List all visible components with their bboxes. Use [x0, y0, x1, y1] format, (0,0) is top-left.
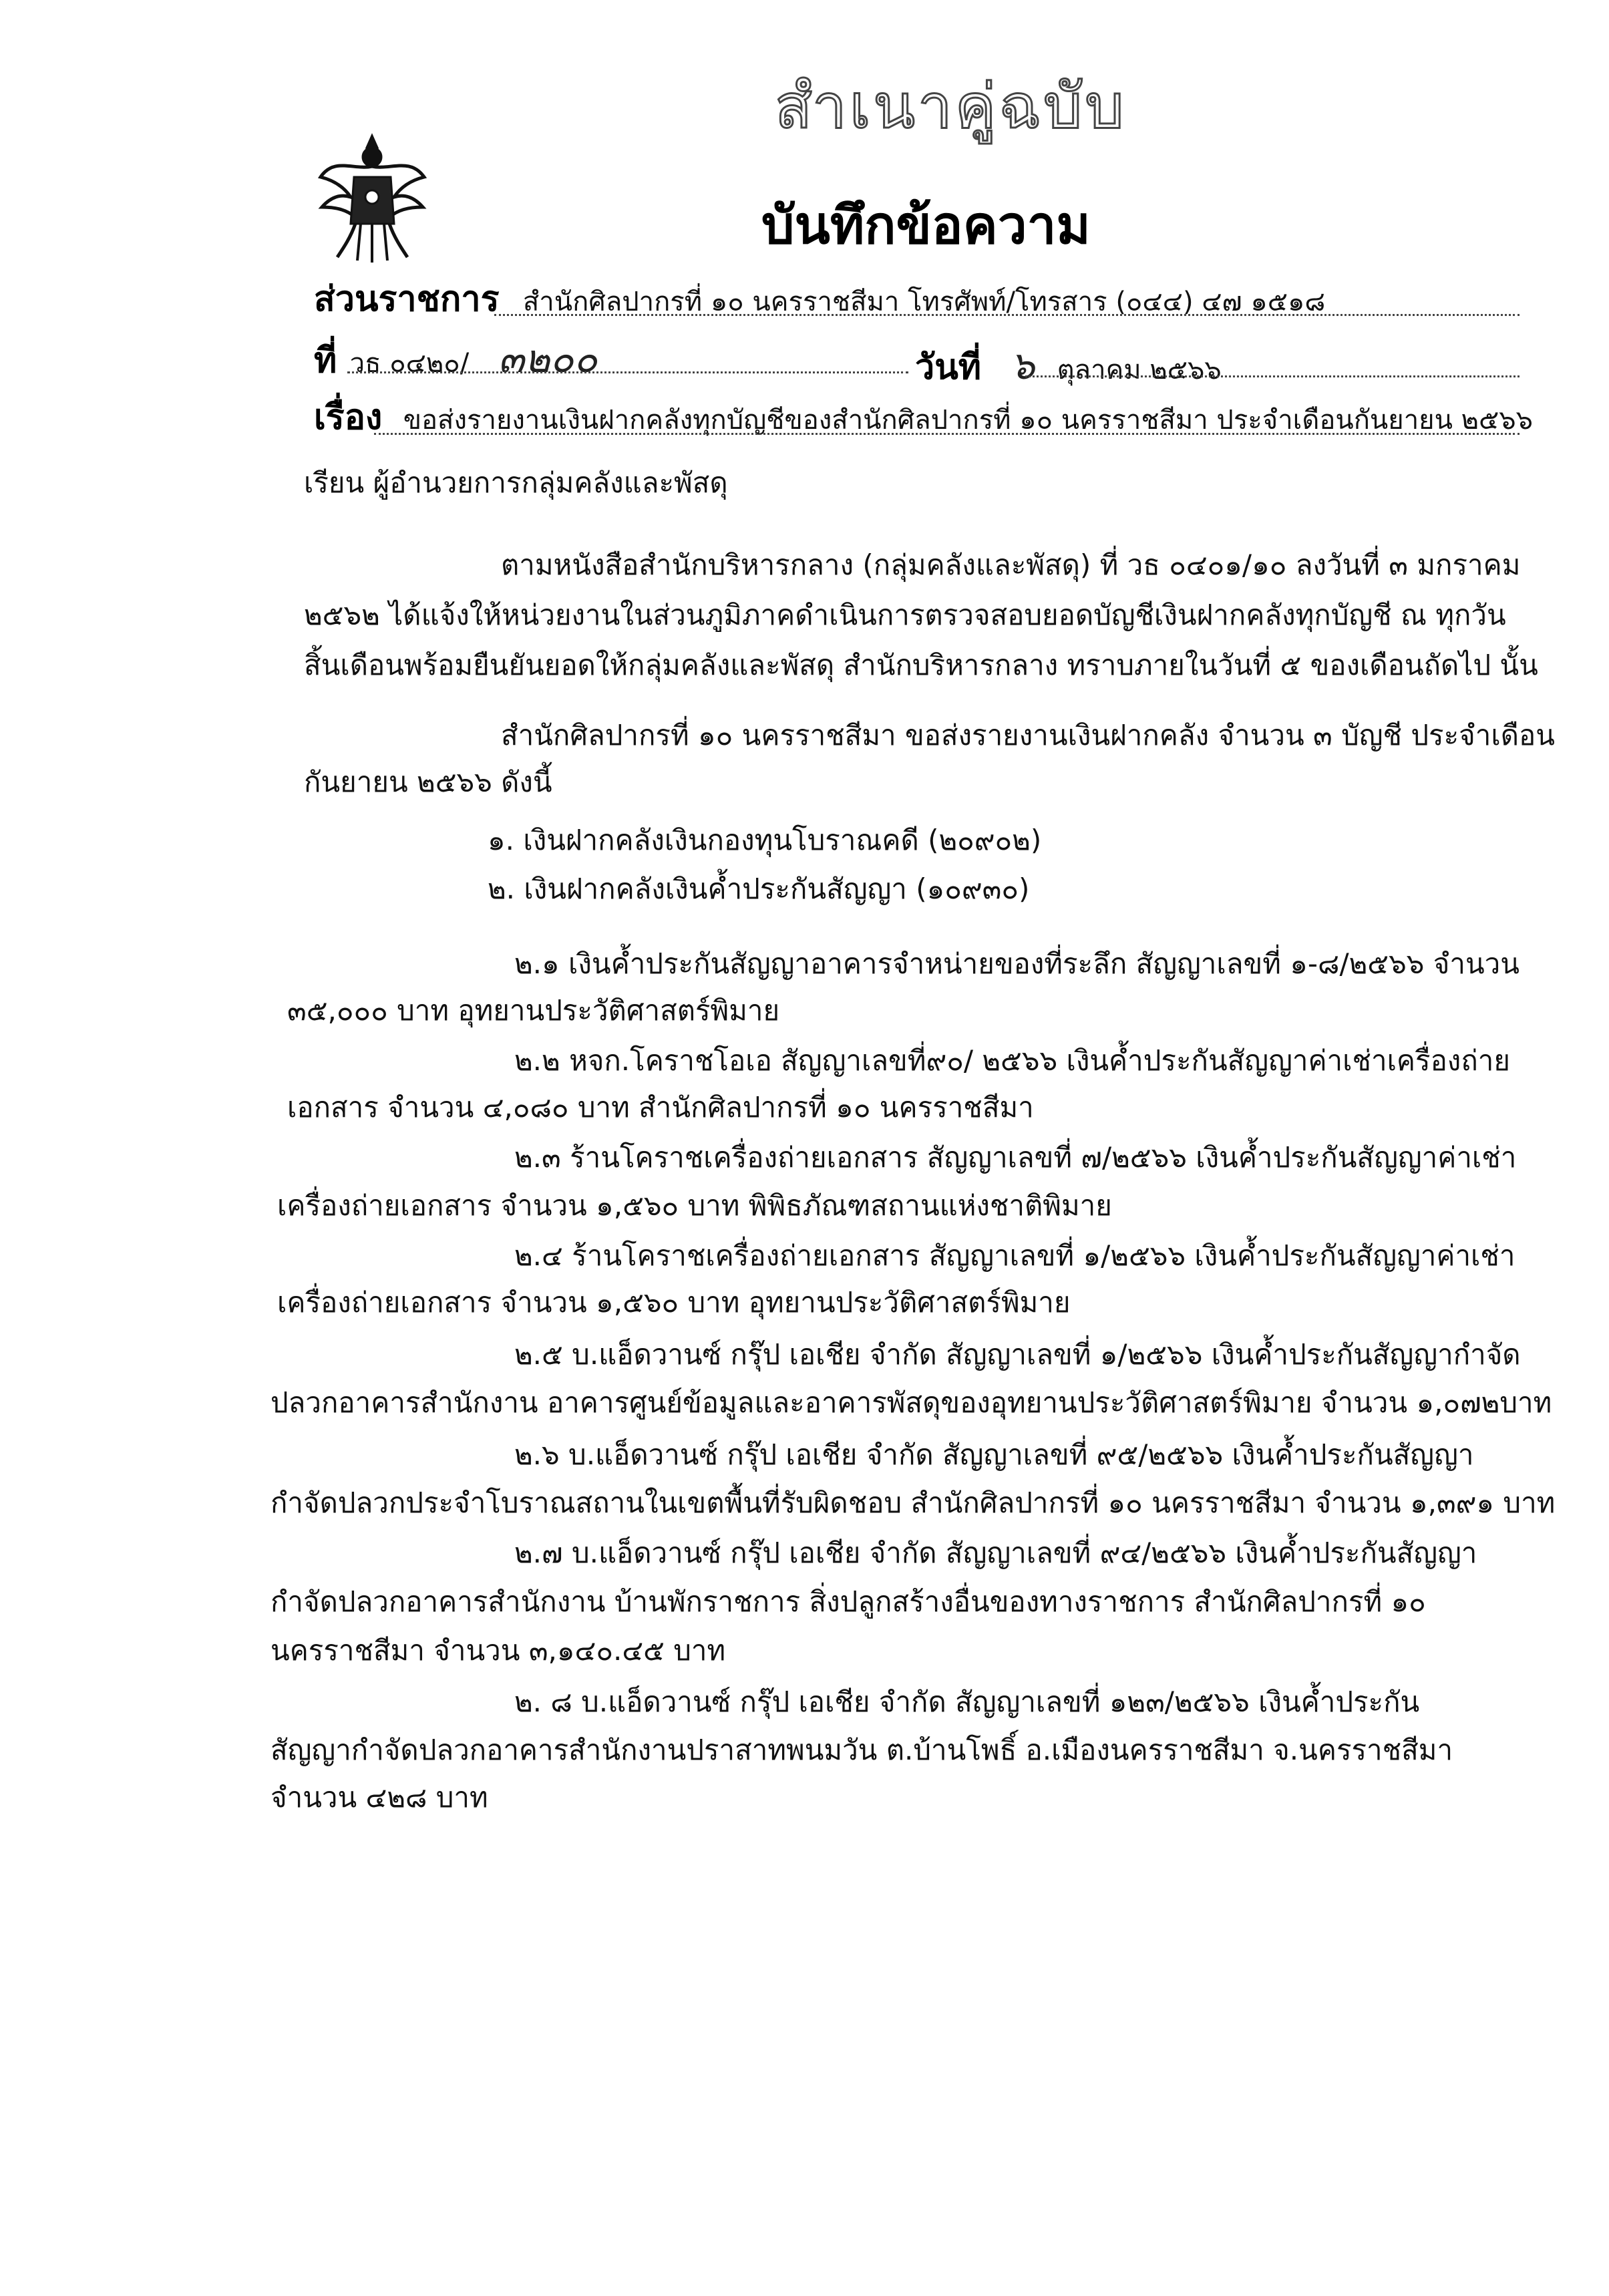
body-line: ๒.๖ บ.แอ็ดวานซ์ กรุ๊ป เอเชีย จำกัด สัญญาเลขที่ ๙๕/๒๕๖๖ เงินค้ำประกันสัญญา [514, 1438, 1474, 1471]
body-line: เครื่องถ่ายเอกสาร จำนวน ๑,๕๖๐ บาท อุทยานประวัติศาสตร์พิมาย [277, 1286, 1071, 1319]
body-line: จำนวน ๔๒๘ บาท [271, 1781, 488, 1814]
reference-dotline [347, 371, 908, 373]
body-line: เอกสาร จำนวน ๔,๐๘๐ บาท สำนักศิลปากรที่ ๑๐ นครราชสีมา [287, 1091, 1034, 1124]
body-line: กันยายน ๒๕๖๖ ดังนี้ [304, 766, 552, 798]
body-line: กำจัดปลวกประจำโบราณสถานในเขตพื้นที่รับผิดชอบ สำนักศิลปากรที่ ๑๐ นครราชสีมา จำนวน ๑,๓๙๑ บาท [271, 1486, 1556, 1519]
body-line: ๒๕๖๒ ได้แจ้งให้หน่วยงานในส่วนภูมิภาคดำเนินการตรวจสอบยอดบัญชีเงินฝากคลังทุกบัญชี ณ ทุกวัน [304, 599, 1506, 631]
subject-row [314, 389, 1533, 436]
agency-value: สำนักศิลปากรที่ ๑๐ นครราชสีมา โทรศัพท์/โทรสาร (๐๔๔) ๔๗ ๑๕๑๘ [522, 287, 1326, 317]
subject-dotline [374, 433, 1519, 435]
body-line: ๒.๗ บ.แอ็ดวานซ์ กรุ๊ป เอเชีย จำกัด สัญญาเลขที่ ๙๔/๒๕๖๖ เงินค้ำประกันสัญญา [514, 1536, 1477, 1569]
body-line: ๒. ๘ บ.แอ็ดวานซ์ กรุ๊ป เอเชีย จำกัด สัญญาเลขที่ ๑๒๓/๒๕๖๖ เงินค้ำประกัน [514, 1685, 1420, 1718]
body-line: ๒.๓ ร้านโคราชเครื่องถ่ายเอกสาร สัญญาเลขที่ ๗/๒๕๖๖ เงินค้ำประกันสัญญาค่าเช่า [514, 1141, 1517, 1174]
body-line: ๒.๕ บ.แอ็ดวานซ์ กรุ๊ป เอเชีย จำกัด สัญญาเลขที่ ๑/๒๕๖๖ เงินค้ำประกันสัญญากำจัด [514, 1338, 1521, 1371]
date-label: วันที่ [915, 347, 982, 387]
body-line: ๒.๑ เงินค้ำประกันสัญญาอาคารจำหน่ายของที่ระลึก สัญญาเลขที่ ๑-๘/๒๕๖๖ จำนวน [514, 947, 1519, 980]
body-line: ปลวกอาคารสำนักงาน อาคารศูนย์ข้อมูลและอาคารพัสดุของอุทยานประวัติศาสตร์พิมาย จำนวน ๑,๐๗๒บาท [271, 1386, 1552, 1419]
date-dotline [1025, 375, 1519, 377]
body-line: ๓๕,๐๐๐ บาท อุทยานประวัติศาสตร์พิมาย [287, 994, 780, 1027]
date-value: ตุลาคม ๒๕๖๖ [1057, 355, 1222, 385]
agency-dotline [494, 314, 1519, 316]
reference-label: ที่ [314, 341, 337, 381]
copy-stamp: สำเนาคู่ฉบับ [775, 71, 1127, 142]
body-line: สำนักศิลปากรที่ ๑๐ นครราชสีมา ขอส่งรายงานเงินฝากคลัง จำนวน ๓ บัญชี ประจำเดือน [501, 719, 1555, 752]
date-row [915, 334, 1222, 388]
body-line: ๒.๔ ร้านโคราชเครื่องถ่ายเอกสาร สัญญาเลขที่ ๑/๒๕๖๖ เงินค้ำประกันสัญญาค่าเช่า [514, 1239, 1515, 1272]
agency-label: ส่วนราชการ [314, 279, 500, 319]
memo-title: บันทึกข้อความ [761, 196, 1091, 256]
body-line: เครื่องถ่ายเอกสาร จำนวน ๑,๕๖๐ บาท พิพิธภัณฑสถานแห่งชาติพิมาย [277, 1189, 1112, 1222]
reference-row [314, 327, 598, 381]
body-line: ๒. เงินฝากคลังเงินค้ำประกันสัญญา (๑๐๙๓๐) [488, 872, 1030, 905]
body-line: ๒.๒ หจก.โคราชโอเอ สัญญาเลขที่๙๐/ ๒๕๖๖ เงินค้ำประกันสัญญาค่าเช่าเครื่องถ่าย [514, 1044, 1510, 1077]
subject-label: เรื่อง [314, 397, 383, 438]
reference-handwritten: ๓๒๐๐ [498, 336, 598, 381]
body-line: กำจัดปลวกอาคารสำนักงาน บ้านพักราชการ สิ่งปลูกสร้างอื่นของทางราชการ สำนักศิลปากรที่ ๑๐ [271, 1585, 1426, 1618]
salutation: เรียน ผู้อำนวยการกลุ่มคลังและพัสดุ [304, 466, 728, 499]
garuda-emblem-icon [314, 130, 431, 264]
agency-row [314, 271, 1325, 317]
body-line: สิ้นเดือนพร้อมยืนยันยอดให้กลุ่มคลังและพัสดุ สำนักบริหารกลาง ทราบภายในวันที่ ๕ ของเดือนถัดไป นั้น [304, 649, 1538, 681]
body-line: ๑. เงินฝากคลังเงินกองทุนโบราณคดี (๒๐๙๐๒) [488, 824, 1042, 856]
date-handwritten: ๖ [1010, 343, 1035, 388]
subject-value: ขอส่งรายงานเงินฝากคลังทุกบัญชีของสำนักศิลปากรที่ ๑๐ นครราชสีมา ประจำเดือนกันยายน ๒๕๖๖ [403, 405, 1534, 436]
body-line: สัญญากำจัดปลวกอาคารสำนักงานปราสาทพนมวัน ต.บ้านโพธิ์ อ.เมืองนครราชสีมา จ.นครราชสีมา [271, 1734, 1453, 1766]
body-line: นครราชสีมา จำนวน ๓,๑๔๐.๔๕ บาท [271, 1634, 726, 1667]
reference-value: วธ ๐๔๒๐/ [349, 348, 470, 379]
body-line: ตามหนังสือสำนักบริหารกลาง (กลุ่มคลังและพัสดุ) ที่ วธ ๐๔๐๑/๑๐ ลงวันที่ ๓ มกราคม [501, 548, 1521, 581]
